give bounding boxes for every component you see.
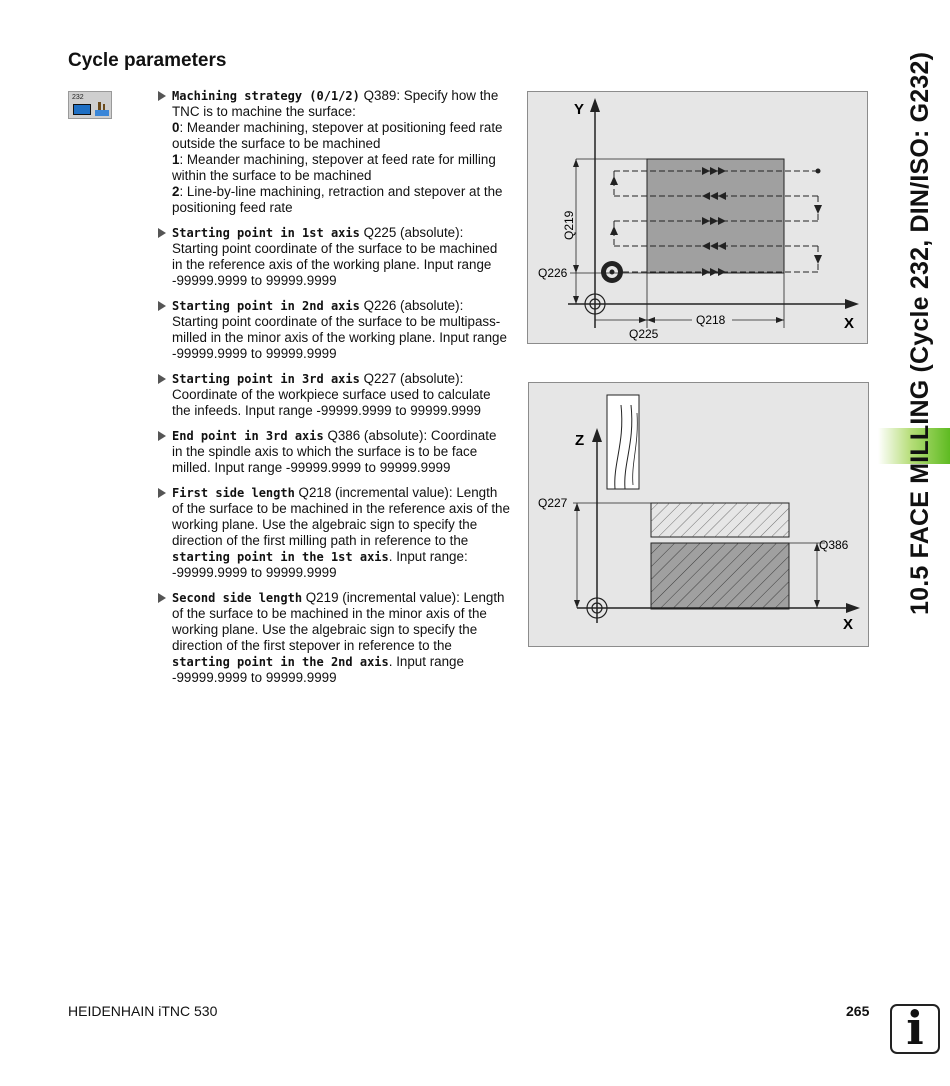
bullet-arrow-icon <box>158 374 166 384</box>
param-description: Q225 (absolute): Starting point coordinate of the surface to be machined in the reference axis of the working plane. Input range -99999.9999 to 99999.9999 <box>172 225 498 288</box>
option-key: 2 <box>172 184 180 199</box>
option-text: : Line-by-line machining, retraction and stepover at the positioning feed rate <box>172 184 503 215</box>
info-glyph: i <box>906 1001 924 1055</box>
option-key: 0 <box>172 120 180 135</box>
bullet-arrow-icon <box>158 301 166 311</box>
axis-x-label: X <box>844 315 855 332</box>
option-key: 1 <box>172 152 180 167</box>
bullet-arrow-icon <box>158 228 166 238</box>
q225-label: Q225 <box>629 327 659 341</box>
milling-cutter-icon <box>601 261 623 283</box>
strategy-option-0 <box>172 120 510 152</box>
info-icon <box>890 1001 940 1055</box>
param-description: Q227 (absolute): Coordinate of the workpiece surface used to calculate the infeeds. Input range -99999.9999 to 99999.9999 <box>172 371 491 418</box>
param-description: Q219 (incremental value): Length of the surface to be machined in the minor axis of the working plane. Use the algebraic sign to specify the direction of the first stepover in reference to the <box>172 590 505 653</box>
option-text: : Meander machining, stepover at positioning feed rate outside the surface to be machined <box>172 120 503 151</box>
z-axis-arrow <box>592 428 602 442</box>
bullet-arrow-icon <box>158 488 166 498</box>
x-axis-arrow <box>846 603 860 613</box>
q227-label: Q227 <box>538 496 568 510</box>
workpiece-rect <box>647 159 784 273</box>
chapter-side-title: 10.5 FACE MILLING (Cycle 232, DIN/ISO: G232) <box>906 51 934 615</box>
xz-plane-figure <box>528 382 869 647</box>
param-end-3rd-axis <box>158 428 510 476</box>
axis-x-label: X <box>843 616 854 633</box>
param-code: Starting point in 2nd axis <box>172 299 360 313</box>
param-code: Second side length <box>172 591 303 605</box>
bullet-arrow-icon <box>158 593 166 603</box>
inline-code: starting point in the 2nd axis <box>172 655 389 669</box>
parameter-list <box>158 88 510 695</box>
q219-label: Q219 <box>562 210 576 240</box>
x-axis-arrow <box>845 299 859 309</box>
bullet-arrow-icon <box>158 91 166 101</box>
softkey-screen-icon <box>73 104 91 115</box>
param-code: Starting point in 1st axis <box>172 226 360 240</box>
y-axis-arrow <box>590 98 600 112</box>
param-code: Machining strategy (0/1/2) <box>172 89 360 103</box>
param-machining-strategy <box>158 88 510 216</box>
strategy-option-1 <box>172 152 510 184</box>
param-first-side-length <box>158 485 510 581</box>
xy-plane-figure <box>527 91 868 344</box>
param-description: Q218 (incremental value): Length of the surface to be machined in the reference axis of the working plane. Use the algebraic sign to specify the direction of the first milling path in reference to the <box>172 485 510 548</box>
inline-code: starting point in the 1st axis <box>172 550 389 564</box>
cycle-232-softkey <box>68 91 112 119</box>
param-code: First side length <box>172 486 295 500</box>
option-text: : Meander machining, stepover at feed rate for milling within the surface to be machined <box>172 152 496 183</box>
page-number: 265 <box>846 1003 870 1019</box>
param-description-end: . Input range: -99999.9999 to 99999.9999 <box>172 549 468 580</box>
param-start-3rd-axis <box>158 371 510 419</box>
axis-y-label: Y <box>574 101 585 118</box>
param-description-end: . Input range -99999.9999 to 99999.9999 <box>172 654 464 685</box>
q226-label: Q226 <box>538 266 568 280</box>
strategy-option-2 <box>172 184 510 216</box>
softkey-tool-icon <box>95 101 109 116</box>
end-mill-icon <box>607 395 639 489</box>
softkey-number: 232 <box>72 94 84 101</box>
bullet-arrow-icon <box>158 431 166 441</box>
axis-z-label: Z <box>575 432 585 449</box>
param-second-side-length <box>158 590 510 686</box>
param-code: End point in 3rd axis <box>172 429 324 443</box>
param-intro: : Specify how the TNC is to machine the surface: <box>172 88 499 119</box>
section-title: Cycle parameters <box>68 50 227 71</box>
param-description: Q226 (absolute): Starting point coordinate of the surface to be multipass-milled in the minor axis of the working plane. Input range -99999.9999 to 99999.9999 <box>172 298 507 361</box>
param-code: Starting point in 3rd axis <box>172 372 360 386</box>
q386-label: Q386 <box>819 538 849 552</box>
param-description: Q386 (absolute): Coordinate in the spindle axis to which the surface is to be face milled. Input range -99999.9999 to 99999.9999 <box>172 428 497 475</box>
param-start-1st-axis <box>158 225 510 289</box>
footer-product: HEIDENHAIN iTNC 530 <box>68 1003 218 1019</box>
param-qid: Q389 <box>363 88 397 103</box>
param-start-2nd-axis <box>158 298 510 362</box>
q218-label: Q218 <box>696 313 726 327</box>
